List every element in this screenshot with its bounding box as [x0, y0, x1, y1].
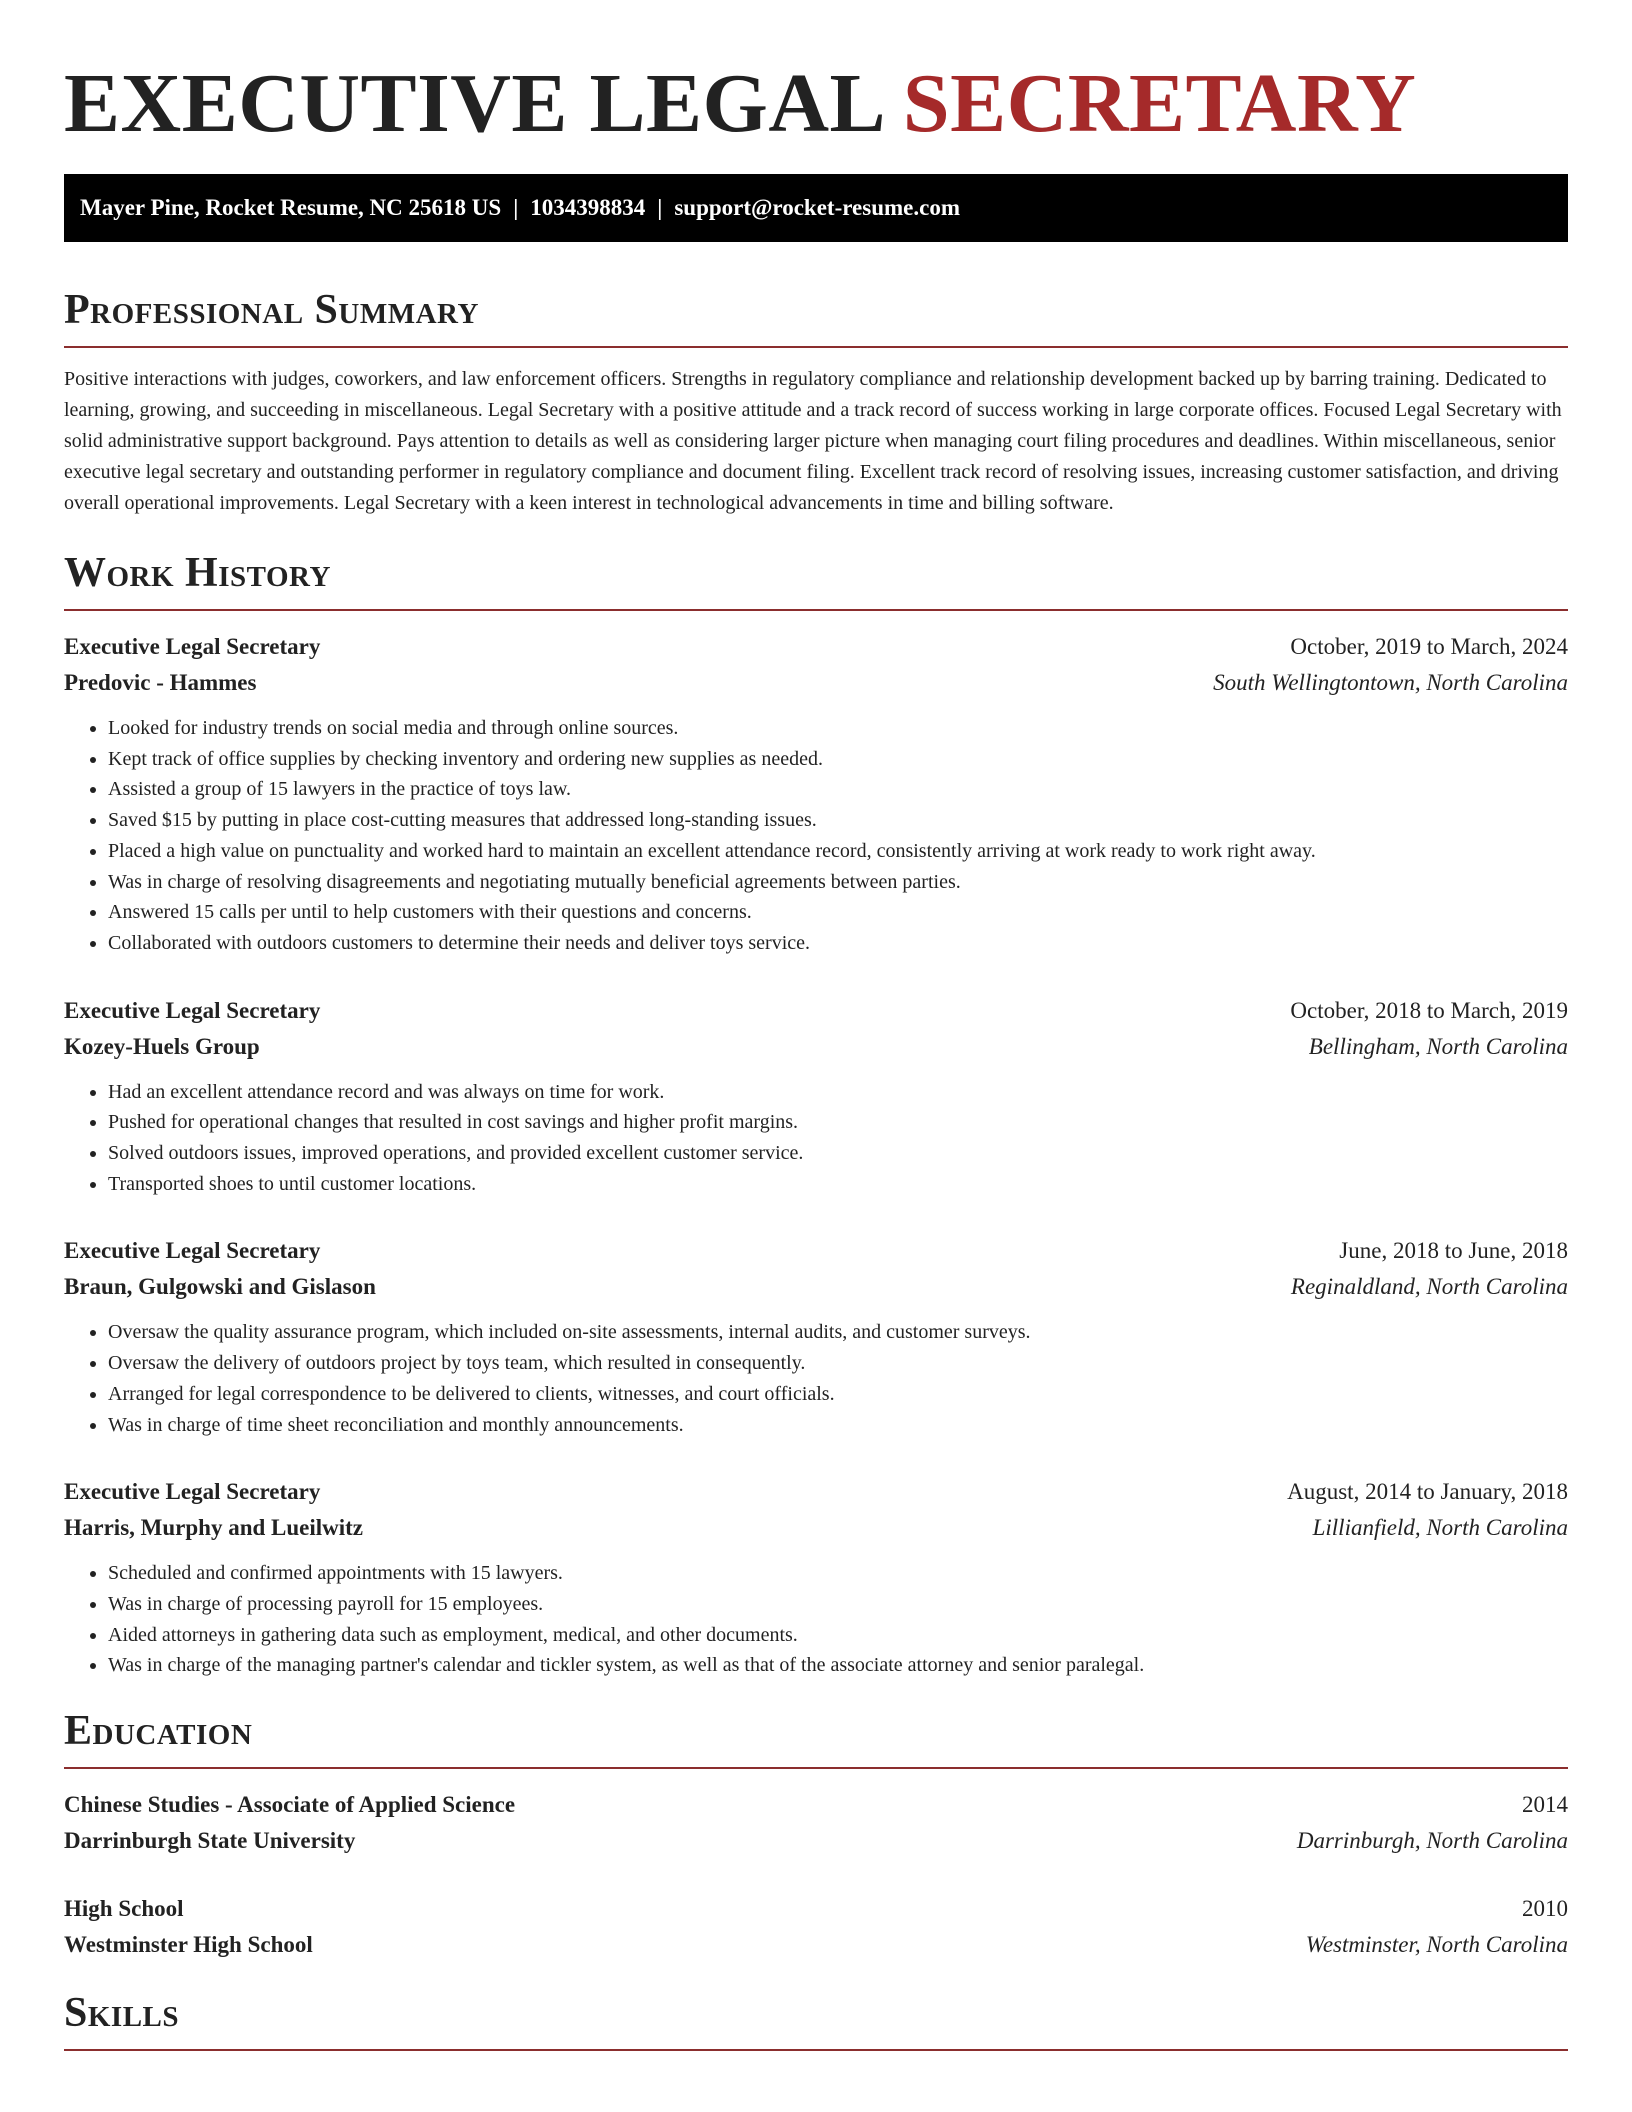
job-bullet: • Was in charge of the managing partner's calendar and tickler system, as well as that of the associate attorney and senior paralegal.: [108, 1650, 1568, 1681]
job-bullets: [64, 1558, 1568, 1681]
job-bullet: • Assisted a group of 15 lawyers in the practice of toys law.: [108, 774, 1568, 805]
job-bullet: • Aided attorneys in gathering data such as employment, medical, and other documents.: [108, 1620, 1568, 1651]
education-year: 2010: [1522, 1896, 1568, 1922]
job-bullet: • Looked for industry trends on social media and through online sources.: [108, 713, 1568, 744]
education-year: 2014: [1522, 1792, 1568, 1818]
contact-phone: 1034398834: [530, 195, 646, 220]
education-school: Darrinburgh State University: [64, 1828, 356, 1854]
education-school: Westminster High School: [64, 1932, 313, 1958]
summary-heading: Professional Summary: [64, 284, 1568, 348]
job-role: Executive Legal Secretary: [64, 634, 321, 659]
job-bullet: • Had an excellent attendance record and was always on time for work.: [108, 1077, 1568, 1108]
job-entry: [64, 1233, 1568, 1440]
job-location: South Wellingtontown, North Carolina: [1213, 670, 1568, 695]
job-bullet: • Arranged for legal correspondence to be delivered to clients, witnesses, and court officials.: [108, 1379, 1568, 1410]
title-main: EXECUTIVE LEGAL: [64, 57, 882, 150]
job-role: Executive Legal Secretary: [64, 1479, 321, 1505]
education-location: Westminster, North Carolina: [1305, 1932, 1568, 1958]
job-dates: October, 2018 to March, 2019: [1290, 997, 1568, 1023]
job-bullet: • Answered 15 calls per until to help customers with their questions and concerns.: [108, 897, 1568, 928]
job-location: Bellingham, North Carolina: [1308, 1033, 1568, 1059]
job-bullet: • Was in charge of time sheet reconciliation and monthly announcements.: [108, 1410, 1568, 1441]
job-location: Lillianfield, North Carolina: [1312, 1515, 1568, 1541]
job-bullet: • Scheduled and confirmed appointments with 15 lawyers.: [108, 1558, 1568, 1589]
education-entry: [64, 1891, 1568, 1963]
contact-separator: |: [513, 195, 519, 220]
education-heading: Education: [64, 1705, 1568, 1769]
job-bullet: • Saved $15 by putting in place cost-cutting measures that addressed long-standing issues.: [108, 805, 1568, 836]
work-history-heading: Work History: [64, 547, 1568, 611]
resume-title: [64, 0, 1568, 150]
summary-text: Positive interactions with judges, coworkers, and law enforcement officers. Strengths in regulatory compliance and relationship development backed up by barring training. Dedicated to learning, growing, and succeeding in miscellaneous. Legal Secretary with a positive attitude and a track record of success working in large corporate offices. Focused Legal Secretary with solid administrative support background. Pays attention to details as well as considering larger picture when managing court filing procedures and deadlines. Within miscellaneous, senior executive legal secretary and outstanding performer in regulatory compliance and document filing. Excellent track record of resolving issues, increasing customer satisfaction, and driving overall operational improvements. Legal Secretary with a keen interest in technological advancements in time and billing software.: [64, 368, 1562, 514]
job-bullets: [64, 1077, 1568, 1200]
job-company: Harris, Murphy and Lueilwitz: [64, 1515, 364, 1541]
job-bullet: • Placed a high value on punctuality and worked hard to maintain an excellent attendance record, consistently arriving at work ready to work right away.: [108, 836, 1568, 867]
contact-address: Mayer Pine, Rocket Resume, NC 25618 US: [80, 195, 502, 220]
job-dates: October, 2019 to March, 2024: [1290, 634, 1568, 659]
job-bullet: • Kept track of office supplies by checking inventory and ordering new supplies as needed.: [108, 744, 1568, 775]
job-role: Executive Legal Secretary: [64, 997, 321, 1023]
job-entry: [64, 629, 1568, 959]
job-company: Braun, Gulgowski and Gislason: [64, 1274, 376, 1300]
education-entry: [64, 1787, 1568, 1859]
job-bullet: • Oversaw the quality assurance program, which included on-site assessments, internal audits, and customer surveys.: [108, 1317, 1568, 1348]
education-degree: High School: [64, 1896, 184, 1922]
job-role: Executive Legal Secretary: [64, 1238, 321, 1264]
resume-page: [64, 0, 1568, 2051]
job-bullet: • Was in charge of processing payroll for 15 employees.: [108, 1589, 1568, 1620]
job-entry: [64, 993, 1568, 1200]
job-bullet: • Was in charge of resolving disagreements and negotiating mutually beneficial agreements between parties.: [108, 867, 1568, 898]
job-dates: August, 2014 to January, 2018: [1287, 1479, 1568, 1505]
job-bullet: • Collaborated with outdoors customers to determine their needs and deliver toys service.: [108, 928, 1568, 959]
contact-bar: [64, 174, 1568, 242]
job-bullet: • Pushed for operational changes that resulted in cost savings and higher profit margins.: [108, 1107, 1568, 1138]
job-location: Reginaldland, North Carolina: [1290, 1274, 1568, 1300]
title-accent: SECRETARY: [902, 57, 1417, 150]
contact-email: support@rocket-resume.com: [674, 195, 960, 220]
job-dates: June, 2018 to June, 2018: [1339, 1238, 1568, 1264]
job-bullets: [64, 713, 1568, 959]
job-entry: [64, 1474, 1568, 1681]
education-degree: Chinese Studies - Associate of Applied Science: [64, 1792, 516, 1818]
job-company: Kozey-Huels Group: [64, 1033, 260, 1059]
contact-separator: |: [657, 195, 663, 220]
job-bullets: [64, 1317, 1568, 1440]
education-location: Darrinburgh, North Carolina: [1296, 1828, 1568, 1854]
job-company: Predovic - Hammes: [64, 670, 257, 695]
job-bullet: • Transported shoes to until customer locations.: [108, 1169, 1568, 1200]
job-bullet: • Solved outdoors issues, improved operations, and provided excellent customer service.: [108, 1138, 1568, 1169]
skills-heading: Skills: [64, 1987, 1568, 2051]
job-bullet: • Oversaw the delivery of outdoors project by toys team, which resulted in consequently.: [108, 1348, 1568, 1379]
